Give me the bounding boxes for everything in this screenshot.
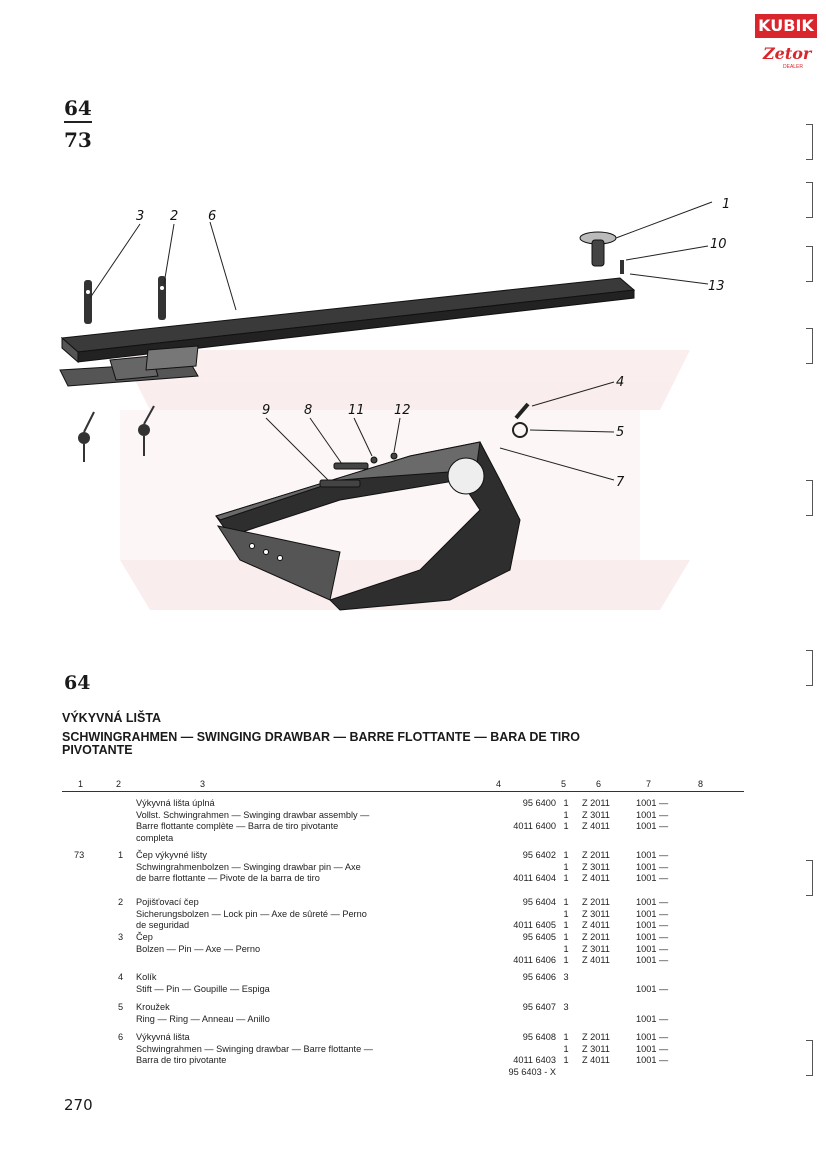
model-code: 1001 — [636,821,669,831]
callout-2: 2 [170,209,179,224]
quantity: 3 [563,972,569,982]
quantity: 1 [563,1055,569,1065]
part-number-column [472,1002,556,1014]
model-code: 1001 — [636,850,669,860]
model-code: 1001 — [636,920,669,930]
section-title-czech: VÝKYVNÁ LIŠTA [62,711,162,725]
section-title-multilingual: SCHWINGRAHMEN — SWINGING DRAWBAR — BARRE FLOTTANTE — BARA DE TIRO PIVOTANTE [62,730,581,757]
description-line-column [136,1032,476,1067]
description-line-column [136,1002,476,1025]
part-number: 4011 6404 [513,873,556,883]
model-code: 1001 — [636,1055,669,1065]
callout-12: 12 [394,403,411,418]
model: Z 2011 [582,798,610,808]
model [582,1002,622,1014]
header-col-4: 4 [496,779,502,789]
table-header [0,779,826,791]
brand-logo [755,14,817,72]
position-number: 5 [118,1002,124,1012]
part-number-column [472,1032,556,1078]
header-col-3: 3 [200,779,206,789]
edge-mark [806,124,813,160]
model-code: 1001 — [636,1032,669,1042]
part-number: 95 6408 [522,1032,556,1042]
part-number [472,862,556,874]
edge-mark [806,860,813,896]
model: Z 2011 [582,897,610,907]
logo-top-text: KUBIK [755,14,817,38]
edge-mark [806,1040,813,1076]
quantity: 1 [563,955,569,965]
page-number: 270 [64,1096,93,1114]
callout-1: 1 [722,197,731,212]
part-number: 95 6407 [522,1002,556,1012]
figure-ref: 73 [74,850,85,860]
header-col-1: 1 [78,779,84,789]
description-line: completa [136,832,174,843]
model-column [582,897,622,932]
model-code: 1001 — [636,1043,669,1054]
logo-bottom-text: Zetor [763,44,812,63]
model-code-column [636,1002,686,1025]
model-code: 1001 — [636,897,669,907]
figure-number-divider [64,121,92,123]
description-line: Čep výkyvné lišty [136,850,207,860]
part-number [472,909,556,921]
model: Z 3011 [582,861,610,872]
model-code-column [636,798,686,833]
part-number [472,944,556,956]
description-line-column [136,850,476,885]
model-code: 1001 — [636,873,669,883]
part-number-column [472,850,556,885]
model-column [582,798,622,833]
model-column [582,972,622,984]
model: Z 2011 [582,932,610,942]
part-number-column [472,798,556,833]
model-column [582,1032,622,1067]
part-number: 95 6406 [522,972,556,982]
model-code: 1001 — [636,983,669,994]
part-number-column [472,972,556,984]
model [582,972,622,984]
model-code: 1001 — [636,798,669,808]
description-line-column [136,897,476,932]
edge-mark [806,182,813,218]
model: Z 4011 [582,955,610,965]
description-line: Barra de tiro pivotante [136,1055,227,1065]
description-line-column [136,932,476,955]
part-number: 95 6405 [522,932,556,942]
quantity-column [560,798,572,833]
quantity-column [560,932,572,967]
part-number: 4011 6406 [513,955,556,965]
model-code-column [636,897,686,932]
description-line: Bolzen — Pin — Axe — Perno [136,943,261,954]
part-number [472,1044,556,1056]
model-column [582,1002,622,1014]
description-line: Barre flottante complète — Barra de tiro pivotante [136,821,339,831]
exploded-parts-drawing [40,180,760,640]
model-code: 1001 — [636,955,669,965]
part-number-column [472,897,556,932]
edge-mark [806,328,813,364]
description-line: Čep [136,932,153,942]
callout-8: 8 [304,403,313,418]
model: Z 4011 [582,873,610,883]
model: Z 4011 [582,1055,610,1065]
header-col-7: 7 [646,779,652,789]
quantity: 1 [563,920,569,930]
callout-5: 5 [616,425,625,440]
callout-9: 9 [262,403,271,418]
logo-sub-text: DEALER [783,64,804,70]
description-line-column [136,972,476,995]
pin-part-2 [158,276,166,320]
model-code: 1001 — [636,809,669,820]
figure-number-bottom: 73 [64,128,92,152]
model-column [582,850,622,885]
part-number: 95 6403 - X [508,1066,556,1077]
figure-number-top: 64 [64,96,92,120]
quantity: 1 [563,798,569,808]
description-line: Schwingrahmen — Swinging drawbar — Barre flottante — [136,1043,373,1054]
header-col-2: 2 [116,779,122,789]
quantity-column [560,850,572,885]
description-line: Ring — Ring — Anneau — Anillo [136,1013,270,1024]
description-line: Stift — Pin — Goupille — Espiga [136,983,270,994]
part-number: 95 6402 [522,850,556,860]
part-number [472,810,556,822]
quantity-column [560,972,572,984]
model-code-column [636,972,686,995]
callout-4: 4 [616,375,625,390]
header-col-8: 8 [698,779,704,789]
section-number: 64 [64,672,91,694]
description-line-column [136,798,476,844]
model-code: 1001 — [636,932,669,942]
description-line: de seguridad [136,920,190,930]
edge-mark [806,650,813,686]
position-number: 2 [118,897,124,907]
part-number: 4011 6403 [513,1055,556,1065]
header-col-6: 6 [596,779,602,789]
model-code-column [636,932,686,967]
edge-mark [806,246,813,282]
description-line: Kroužek [136,1002,170,1012]
callout-6: 6 [208,209,217,224]
quantity: 3 [563,1002,569,1012]
part-number: 95 6404 [522,897,556,907]
position-number: 1 [118,850,124,860]
quantity: 1 [563,850,569,860]
callout-7: 7 [616,475,625,490]
callout-3: 3 [136,209,145,224]
part-number: 4011 6400 [513,821,556,831]
description-line: Výkyvná lišta úplná [136,798,215,808]
part-number: 95 6400 [522,798,556,808]
table-header-rule [62,791,744,792]
model: Z 2011 [582,850,610,860]
quantity: 1 [563,821,569,831]
pin-part-1 [580,232,616,266]
quantity: 1 [563,932,569,942]
quantity: 1 [563,908,569,919]
quantity: 1 [563,1043,569,1054]
model-code: 1001 — [636,943,669,954]
model-code-column [636,1032,686,1067]
model: Z 2011 [582,1032,610,1042]
model-code-column [636,850,686,885]
part-number-column [472,932,556,967]
quantity: 1 [563,809,569,820]
part-number: 4011 6405 [513,920,556,930]
pin-part-3 [84,280,92,324]
description-line: Kolík [136,972,157,982]
position-number: 4 [118,972,124,982]
model-code: 1001 — [636,908,669,919]
quantity: 1 [563,897,569,907]
model-code [636,1002,686,1014]
model-column [582,932,622,967]
quantity: 1 [563,873,569,883]
model-code: 1001 — [636,861,669,872]
position-number: 3 [118,932,124,942]
description-line: Schwingrahmenbolzen — Swinging drawbar pin — Axe [136,861,361,872]
edge-mark [806,480,813,516]
description-line: Pojišťovací čep [136,897,199,907]
description-line: de barre flottante — Pivote de la barra de tiro [136,873,320,883]
callout-11: 11 [348,403,365,418]
small-parts-10-13 [620,260,624,274]
quantity-column [560,1002,572,1014]
model: Z 3011 [582,1043,610,1054]
callout-10: 10 [710,237,727,252]
model: Z 3011 [582,809,610,820]
description-line: Výkyvná lišta [136,1032,190,1042]
model: Z 4011 [582,821,610,831]
header-col-5: 5 [561,779,567,789]
quantity-column [560,897,572,932]
model: Z 3011 [582,908,610,919]
position-number: 6 [118,1032,124,1042]
quantity: 1 [563,1032,569,1042]
model-code: 1001 — [636,1013,669,1024]
callout-13: 13 [708,279,725,294]
model: Z 3011 [582,943,610,954]
description-line: Vollst. Schwingrahmen — Swinging drawbar assembly — [136,809,370,820]
description-line: Sicherungsbolzen — Lock pin — Axe de sûreté — Perno [136,908,367,919]
quantity-column [560,1032,572,1067]
model-code [636,972,686,984]
model: Z 4011 [582,920,610,930]
quantity: 1 [563,861,569,872]
quantity: 1 [563,943,569,954]
